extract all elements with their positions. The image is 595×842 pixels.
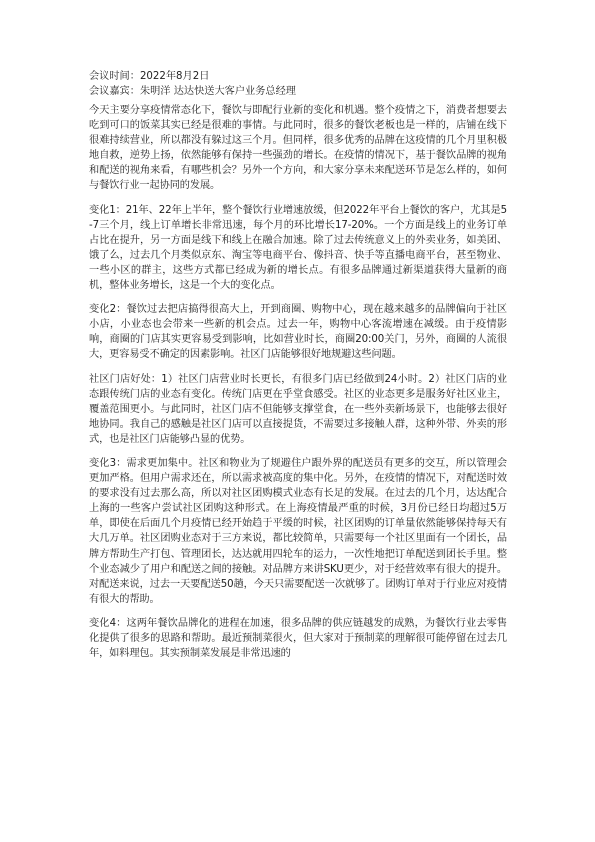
paragraph-change-4: 变化4：这两年餐饮品牌化的进程在加速，很多品牌的供应链越发的成熟，为餐饮行业去零售化提供了很多的思路和帮助。最近预制菜很火，但大家对于预制菜的理解很可能停留在过去几年，如料理包。其实预制菜发展是非常迅速的 [89, 617, 507, 660]
meeting-info [89, 69, 507, 99]
paragraph-change-3: 变化3：需求更加集中。社区和物业为了规避住户跟外界的配送员有更多的交互，所以管理会更加严格。但用户需求还在，所以需求被高度的集中化。另外，在疫情的情况下，对配送时效的要求没有过去那么高，所以对社区团购模式业态有长足的发展。在过去的几个月，达达配合上海的一些客户尝试社区团购这种形式。在上海疫情最严重的时候，3月份已经日均超过5万单，即使在后面几个月疫情已经开始趋于平缓的时候，社区团购的订单量依然能够保持每天有大几万单。社区团购业态对于三方来说，都比较简单，只需要每一个社区里面有一个团长，品牌方帮助生产打包、管理团长，达达就用四轮车的运力，一次性地把订单配送到团长手里。整个业态减少了用户和配送之间的接触。对品牌方来讲SKU更少，对于经营效率有很大的提升。对配送来说，过去一天要配送50趟，今天只需要配送一次就够了。团购订单对于行业应对疫情有很大的帮助。 [89, 457, 508, 605]
meeting-time-value: 2022年8月2日 [139, 71, 210, 82]
meeting-time [89, 69, 507, 84]
meeting-guest [89, 84, 507, 99]
document-page [89, 69, 507, 670]
paragraph-change-2: 变化2：餐饮过去把店搞得很高大上，开到商圈、购物中心，现在越来越多的品牌偏向于社区小店，小业态也会带来一些新的机会点。过去一年，购物中心客流增速在减缓。由于疫情影响，商圈的门店其实更容易受到影响，比如营业时长，商圈20:00关门，另外，商圈的人流很大，更容易受不确定的因素影响。社区门店能够很好地规避这些问题。 [89, 304, 507, 361]
meeting-guest-value: 朱明洋 达达快送大客户业务总经理 [139, 86, 296, 97]
paragraph-community-store: 社区门店好处：1）社区门店营业时长更长，有很多门店已经做到24小时。2）社区门店的业态跟传统门店的业态有变化。传统门店更在乎堂食感受。社区的业态更多是服务好社区业主，覆盖范围更小。与此同时，社区门店不但能够支撑堂食，在一些外卖新场景下，也能够去很好地协同。我自己的感触是社区门店可以直接提货，不需要过多接触人群，这种外带、外卖的形式，也是社区门店能够凸显的优势。 [89, 373, 507, 445]
meeting-time-label: 会议时间： [89, 71, 140, 82]
paragraph-change-1: 变化1：21年、22年上半年，整个餐饮行业增速放缓，但2022年平台上餐饮的客户，尤其是5-7三个月，线上订单增长非常迅速，每个月的环比增长17-20%。一个方面是线上的业务订单占比在提升，另一方面是线下和线上在融合加速。除了过去传统意义上的外卖业务，如美团、饿了么，过去几个月类似京东、淘宝等电商平台、像抖音、快手等直播电商平台，甚至物业、一些小区的群主，这些方式都已经成为新的增长点。有很多品牌通过新渠道获得大量新的商机，整体业务增长，这是一个大的变化点。 [89, 204, 507, 292]
paragraph-intro: 今天主要分享疫情常态化下，餐饮与即配行业新的变化和机遇。整个疫情之下，消费者想要去吃到可口的饭菜其实已经是很难的事情。与此同时，很多的餐饮老板也是一样的，店铺在线下很难持续营业，所以都没有躲过这三个月。但同样，很多优秀的品牌在这疫情的几个月里积极地自救，逆势上扬，依然能够有保持一些强劲的增长。在疫情的情况下，基于餐饮品牌的视角和配送的视角来看，有哪些机会？另外一个方向，和大家分享未来配送环节是怎么样的，如何与餐饮行业一起协同的发展。 [89, 105, 507, 192]
meeting-guest-label: 会议嘉宾： [89, 86, 140, 97]
